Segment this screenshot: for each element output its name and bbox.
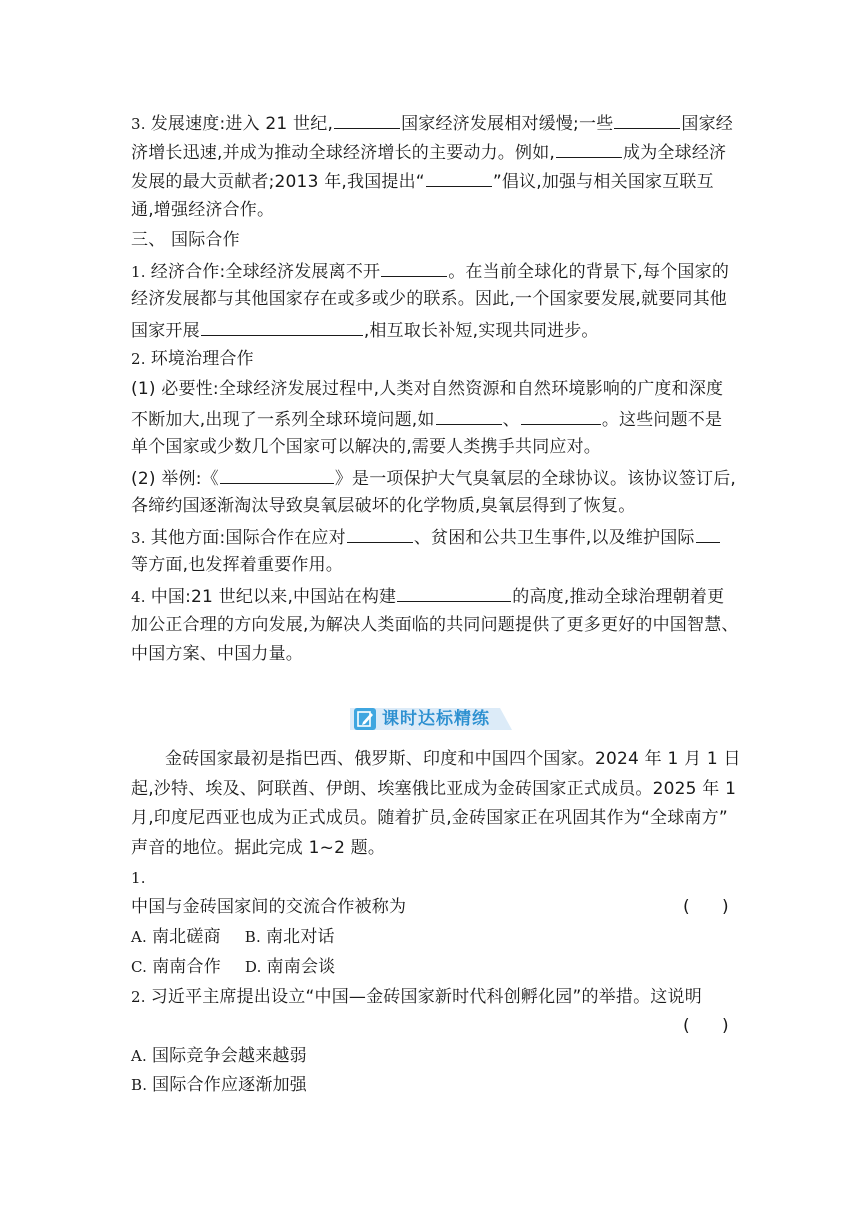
answer-bracket[interactable]: ( ) [683,1016,729,1036]
fill-blank[interactable] [220,465,334,484]
practice-banner [350,706,512,732]
cooperation-item-2-2-line-2: 各缔约国逐渐淘汰导致臭氧层破坏的化学物质,臭氧层得到了恢复。 [131,496,636,516]
passage-line-4: 声音的地位。据此完成 1~2 题。 [131,838,386,858]
fill-blank[interactable] [426,168,492,187]
fill-blank[interactable] [436,406,502,425]
cooperation-item-3: 3. 其他方面:国际合作在应对 、贫困和公共卫生事件,以及维护国际 [131,524,721,548]
fill-blank[interactable] [334,110,400,129]
answer-bracket[interactable]: ( ) [683,897,729,917]
cooperation-item-1-line-2: 经济发展都与其他国家存在或多或少的联系。因此,一个国家要发展,就要同其他 [131,289,728,309]
speed-line-3: 发展的最大贡献者;2013 年,我国提出“ ”倡议,加强与相关国家互联互 [131,168,714,192]
fill-blank[interactable] [397,583,511,602]
question-2-stem: 2. 习近平主席提出设立“中国—金砖国家新时代科创孵化园”的举措。这说明 [131,987,702,1007]
fill-blank[interactable] [521,406,601,425]
fill-blank[interactable] [614,110,680,129]
question-1-number: 1. [131,869,146,887]
fill-blank[interactable] [347,524,413,543]
section-heading: 三、 国际合作 [131,230,240,250]
speed-line-4: 通,增强经济合作。 [131,200,275,220]
cooperation-item-4-line-3: 中国方案、中国力量。 [131,644,303,664]
fill-blank[interactable] [696,524,720,543]
question-2-option-a[interactable]: A. 国际竞争会越来越弱 [131,1046,307,1066]
cooperation-item-2-1: (1) 必要性:全球经济发展过程中,人类对自然资源和自然环境影响的广度和深度 [131,379,724,399]
passage-line-1: 金砖国家最初是指巴西、俄罗斯、印度和中国四个国家。2024 年 1 月 1 日 [165,749,741,769]
speed-line-1: 3. 发展速度:进入 21 世纪, 国家经济发展相对缓慢;一些 国家经 [131,110,733,134]
cooperation-item-3-line-2: 等方面,也发挥着重要作用。 [131,555,344,575]
question-1-options-row-2: C. 南南合作 D. 南南会谈 [131,957,336,977]
question-1-stem: 中国与金砖国家间的交流合作被称为 [131,897,407,917]
option-c[interactable]: 南南合作 [152,957,221,977]
speed-line-2: 济增长迅速,并成为推动全球经济增长的主要动力。例如, 成为全球经济 [131,139,726,163]
option-d[interactable]: 南南会谈 [266,957,336,977]
fill-blank[interactable] [556,139,622,158]
question-2-option-b[interactable]: B. 国际合作应逐渐加强 [131,1075,307,1095]
option-a[interactable]: 南北磋商 [151,927,221,947]
option-b[interactable]: 南北对话 [265,927,335,947]
cooperation-item-2-1-line-3: 单个国家或少数几个国家可以解决的,需要人类携手共同应对。 [131,437,602,457]
cooperation-item-2: 2. 环境治理合作 [131,349,254,369]
fill-blank[interactable] [201,317,363,336]
passage-line-2: 起,沙特、埃及、阿联酋、伊朗、埃塞俄比亚成为金砖国家正式成员。2025 年 1 [131,779,737,799]
cooperation-item-2-2: (2) 举例:《 》是一项保护大气臭氧层的全球协议。该协议签订后, [131,465,736,489]
cooperation-item-1: 1. 经济合作:全球经济发展离不开 。在当前全球化的背景下,每个国家的 [131,258,729,282]
banner-title: 课时达标精练 [382,709,490,729]
fill-blank[interactable] [381,258,447,277]
question-1-options-row-1: A. 南北磋商 B. 南北对话 [131,927,335,947]
passage-line-3: 月,印度尼西亚也成为正式成员。随着扩员,金砖国家正在巩固其作为“全球南方” [131,808,728,828]
cooperation-item-4: 4. 中国:21 世纪以来,中国站在构建 的高度,推动全球治理朝着更 [131,583,724,607]
cooperation-item-4-line-2: 加公正合理的方向发展,为解决人类面临的共同问题提供了更多更好的中国智慧、 [131,615,739,635]
edit-pencil-icon [354,708,376,730]
cooperation-item-1-line-3: 国家开展 ,相互取长补短,实现共同进步。 [131,317,599,341]
cooperation-item-2-1-line-2: 不断加大,出现了一系列全球环境问题,如 、 。这些问题不是 [131,406,722,430]
